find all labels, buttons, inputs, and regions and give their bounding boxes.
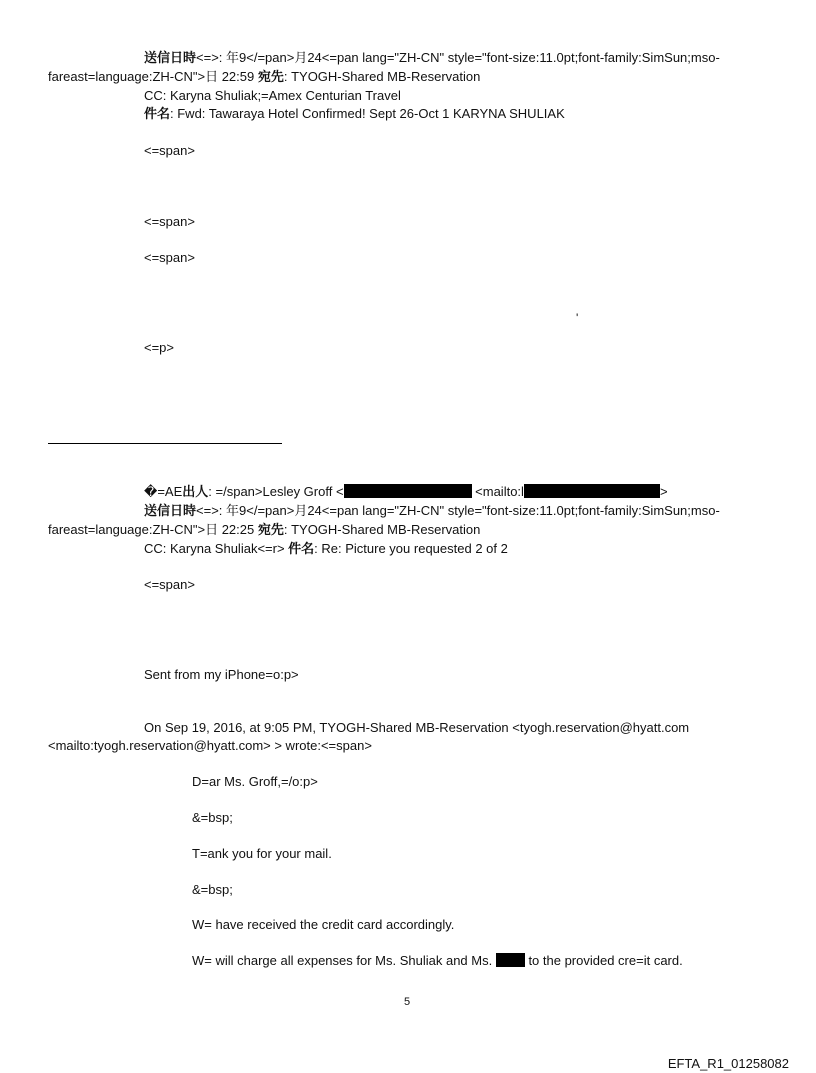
sent-label: 送信日時	[144, 50, 197, 65]
subject-label: 件名	[144, 106, 171, 121]
separator-rule	[48, 443, 282, 444]
subject-label: 件名	[288, 541, 315, 556]
quote-line: &=bsp;	[192, 882, 233, 897]
quote-line: D=ar Ms. Groff,=/o:p>	[192, 774, 318, 789]
from-value: : =/span>Lesley Groff <	[208, 484, 344, 499]
cc-value: CC: Karyna Shuliak<=r>	[144, 541, 289, 556]
msg1-sent-cont	[48, 69, 480, 85]
redaction-box	[496, 953, 525, 967]
quote-line: T=ank you for your mail.	[192, 846, 332, 861]
document-id: EFTA_R1_01258082	[667, 1056, 789, 1071]
quote-text: W= will charge all expenses for Ms. Shuliak and Ms.	[192, 953, 496, 968]
from-close: >	[659, 484, 668, 499]
from-label: 出人	[182, 484, 209, 499]
sent-value: <=>: 年9</=pan>月24<=pan lang="ZH-CN" style="font-size:11.0pt;font-family:SimSun;mso-	[196, 50, 720, 65]
quote-line: &=bsp;	[192, 810, 233, 825]
from-prefix: �=AE	[144, 484, 183, 499]
msg2-from-line	[144, 484, 668, 500]
msg2-span-1: <=span>	[144, 577, 195, 592]
page-number: 5	[404, 996, 411, 1008]
to-value: : TYOGH-Shared MB-Reservation	[283, 522, 481, 537]
quote-header-cont: <mailto:tyogh.reservation@hyatt.com> > wrote:<=span>	[48, 738, 372, 753]
msg1-span-3: <=span>	[144, 250, 195, 265]
msg2-sent-cont	[48, 522, 480, 538]
redaction-box	[524, 484, 660, 498]
quote-header: On Sep 19, 2016, at 9:05 PM, TYOGH-Shared MB-Reservation <tyogh.reservation@hyatt.com	[144, 720, 690, 735]
msg1-subject-line	[144, 106, 565, 122]
subject-value: : Fwd: Tawaraya Hotel Confirmed! Sept 26-Oct 1 KARYNA SHULIAK	[170, 106, 565, 121]
to-label: 宛先	[257, 69, 284, 84]
msg1-p: <=p>	[144, 340, 175, 355]
quote-line-charge	[192, 953, 683, 969]
msg1-span-1: <=span>	[144, 143, 195, 158]
msg2-cc-subject-line	[144, 541, 508, 557]
sent-label: 送信日時	[144, 503, 197, 518]
stray-mark: '	[576, 311, 579, 325]
subject-value: : Re: Picture you requested 2 of 2	[314, 541, 508, 556]
msg1-sent-line	[144, 50, 720, 66]
quote-line: W= have received the credit card accordingly.	[192, 917, 455, 932]
quote-text: to the provided cre=it card.	[524, 953, 683, 968]
msg1-cc: CC: Karyna Shuliak;=Amex Centurian Travel	[144, 88, 401, 103]
redaction-box	[344, 484, 472, 498]
msg1-span-2: <=span>	[144, 214, 195, 229]
sent-value-cont: fareast=language:ZH-CN">日 22:59	[48, 69, 258, 84]
sent-value: <=>: 年9</=pan>月24<=pan lang="ZH-CN" style="font-size:11.0pt;font-family:SimSun;mso-	[196, 503, 720, 518]
to-label: 宛先	[257, 522, 284, 537]
msg2-sent-from: Sent from my iPhone=o:p>	[144, 667, 299, 682]
to-value: : TYOGH-Shared MB-Reservation	[283, 69, 481, 84]
sent-value-cont: fareast=language:ZH-CN">日 22:25	[48, 522, 258, 537]
from-mailto: <mailto:l	[471, 484, 524, 499]
msg2-sent-line	[144, 503, 720, 519]
